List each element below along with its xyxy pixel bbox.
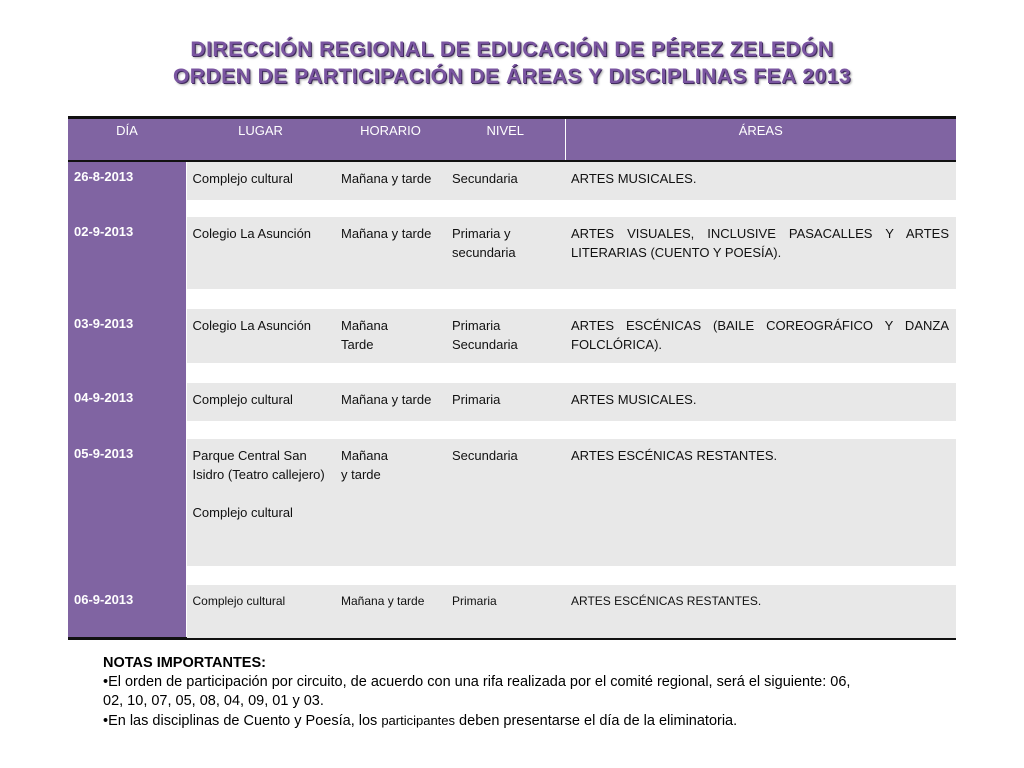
header-areas: ÁREAS [565, 118, 956, 162]
cell-horario-line: y tarde [341, 467, 381, 482]
cell-areas: ARTES ESCÉNICAS RESTANTES. [571, 448, 778, 463]
note-item-2-part: •En las disciplinas de Cuento y Poesía, los [103, 713, 382, 729]
cell-lugar: Colegio La Asunción [192, 226, 312, 241]
cell-lugar: Complejo cultural [192, 171, 293, 186]
table-row [68, 383, 956, 439]
cell-nivel-line: Secundaria [452, 337, 518, 352]
header-nivel: NIVEL [446, 118, 565, 162]
cell-horario-line: Mañana [341, 448, 388, 463]
cell-horario: Mañana y tarde [341, 594, 425, 608]
cell-nivel: Secundaria [452, 171, 518, 186]
table-row [68, 161, 956, 217]
cell-horario-line: Mañana [341, 318, 388, 333]
document-title-line-2: ORDEN DE PARTICIPACIÓN DE ÁREAS Y DISCIPLINAS FEA 2013 [172, 65, 852, 88]
important-notes [103, 654, 863, 731]
cell-lugar-line: Parque Central San Isidro (Teatro callejero) [192, 448, 325, 482]
cell-lugar-line: Complejo cultural [192, 505, 293, 520]
cell-horario: Mañana y tarde [341, 171, 432, 186]
cell-dia: 05-9-2013 [68, 439, 186, 585]
cell-nivel: Primaria [452, 392, 501, 407]
cell-dia: 02-9-2013 [68, 217, 186, 309]
cell-nivel-line: Primaria [452, 318, 501, 333]
cell-dia: 06-9-2013 [68, 585, 186, 638]
cell-nivel [446, 309, 565, 354]
cell-lugar: Complejo cultural [192, 594, 286, 608]
schedule-table [68, 116, 956, 640]
header-dia: DÍA [68, 118, 186, 162]
cell-nivel: Primaria [452, 594, 497, 608]
note-item-2-part: deben presentarse el día de la eliminatoria. [455, 713, 738, 729]
cell-dia: 04-9-2013 [68, 383, 186, 439]
cell-areas: ARTES MUSICALES. [571, 392, 697, 407]
cell-lugar [187, 439, 336, 522]
note-item-2-part: participantes [381, 713, 456, 728]
table-row [68, 217, 956, 309]
cell-nivel: Secundaria [452, 448, 518, 463]
cell-areas: ARTES VISUALES, INCLUSIVE PASACALLES Y ARTES LITERARIAS (CUENTO Y POESÍA). [571, 226, 949, 260]
table-row [68, 585, 956, 638]
table-header-row [68, 118, 956, 162]
cell-dia: 03-9-2013 [68, 309, 186, 383]
cell-horario: Mañana y tarde [341, 392, 432, 407]
cell-horario [335, 439, 446, 484]
cell-areas: ARTES ESCÉNICAS (BAILE COREOGRÁFICO Y DANZA FOLCLÓRICA). [571, 318, 949, 352]
cell-lugar: Colegio La Asunción [192, 318, 312, 333]
table-row [68, 439, 956, 585]
cell-horario: Mañana y tarde [341, 226, 432, 241]
cell-areas: ARTES ESCÉNICAS RESTANTES. [571, 594, 762, 608]
header-horario: HORARIO [335, 118, 446, 162]
cell-nivel: Primaria y secundaria [452, 226, 516, 260]
cell-horario-line: Tarde [341, 337, 374, 352]
cell-lugar: Complejo cultural [192, 392, 293, 407]
notes-heading: NOTAS IMPORTANTES: [103, 655, 266, 671]
cell-horario [335, 309, 446, 354]
table-row [68, 309, 956, 383]
cell-dia: 26-8-2013 [68, 161, 186, 217]
note-item-1: •El orden de participación por circuito, de acuerdo con una rifa realizada por el comité regional, será el siguiente: 06, 02, 10, 07, 05, 08, 04, 09, 01 y 03. [103, 674, 851, 709]
cell-areas: ARTES MUSICALES. [571, 171, 697, 186]
note-item-2 [103, 711, 863, 731]
header-lugar: LUGAR [186, 118, 335, 162]
document-title-line-1: DIRECCIÓN REGIONAL DE EDUCACIÓN DE PÉREZ ZELEDÓN [190, 38, 834, 61]
